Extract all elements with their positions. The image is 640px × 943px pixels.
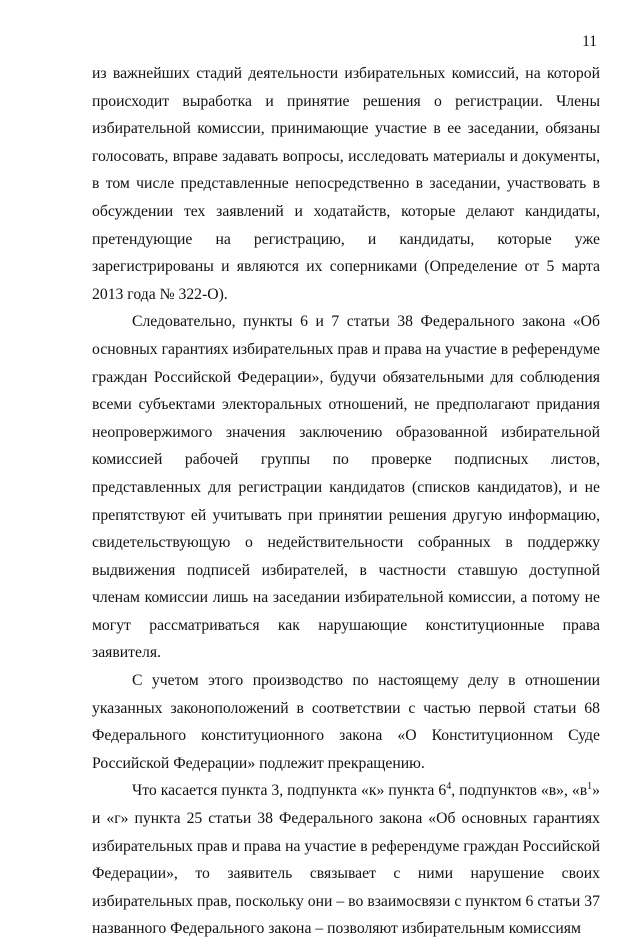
paragraph-conclusion: Следовательно, пункты 6 и 7 статьи 38 Федерального закона «Об основных гарантиях избирательных прав и права на участие в референдуме граждан Российской Федерации», будучи обязательными для соблюдения всеми субъектами электоральных отношений, не предполагают придания неопровержимого значения заключению образованной избирательной комиссией рабочей группы по проверке подписных листов, представленных для регистрации кандидатов (списков кандидатов), и не препятствуют ей учитывать при принятии решения другую информацию, свидетельствующую о недействительности собранных в поддержку выдвижения подписей избирателей, в частности ставшую доступной членам комиссии лишь на заседании избирательной комиссии, а потому не могут рассматриваться как нарушающие конституционные права заявителя. [92, 313, 600, 662]
paragraph-text-part: » и «г» пункта 25 статьи 38 Федерального закона «Об основных гарантиях избирательных прав и права на участие в референдуме граждан Российской Федерации», то заявитель связывает с ними нарушение своих избирательных прав, поскольку они – во взаимосвязи с пунктом 6 статьи 37 названного Федерального закона – позволяют избирательным комиссиям [92, 782, 600, 938]
paragraph-text-part: Что касается пункта 3, подпункта «к» пункта 6 [132, 782, 447, 800]
paragraph-continuation: из важнейших стадий деятельности избирательных комиссий, на которой происходит выработка и принятие решения о регистрации. Члены избирательной комиссии, принимающие участие в ее заседании, обязаны голосовать, вправе задавать вопросы, исследовать материалы и документы, в том числе представленные непосредственно в заседании, участвовать в обсуждении тех заявлений и ходатайств, которые делают кандидаты, претендующие на регистрацию, и кандидаты, которые уже зарегистрированы и являются их соперниками (Определение от 5 марта 2013 года № 322-О). [92, 65, 600, 303]
paragraph-text-part: , подпунктов «в», «в [451, 782, 588, 800]
paragraph-termination: С учетом этого производство по настоящему делу в отношении указанных законоположений в соответствии с частью первой статьи 68 Федерального конституционного закона «О Конституционном Суде Российской Федерации» подлежит прекращению. [92, 672, 600, 772]
paragraph-regarding-points [92, 777, 600, 943]
superscript-index: 4 [446, 781, 452, 793]
superscript-index: 1 [587, 781, 593, 793]
page-number: 11 [582, 33, 597, 50]
body-text [92, 60, 600, 943]
